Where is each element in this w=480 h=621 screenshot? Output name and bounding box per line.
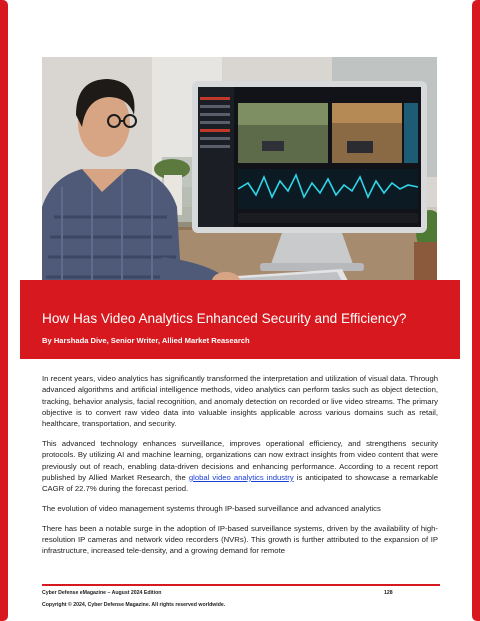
title-banner (20, 280, 460, 359)
footer-copyright: Copyright © 2024, Cyber Defense Magazine. All rights reserved worldwide. (42, 602, 226, 608)
paragraph-3: The evolution of video management systems through IP-based surveillance and advanced analytics (42, 503, 381, 513)
paragraph-1: In recent years, video analytics has significantly transformed the interpretation and utilization of visual data. Through advanced algorithms and artificial intelligence methods, video analytics can perform tasks such as object detection, tracking, behavior analysis, facial recognition, and anomaly detection on recorded or live video streams. The primary objective is to convert raw video data into valuable insights applicable across various domains such as retail, healthcare, transportation, and security. (42, 374, 438, 429)
article-byline: By Harshada Dive, Senior Writer, Allied Market Reasearch (42, 336, 250, 345)
paragraph-2 (42, 438, 438, 494)
global-video-analytics-link[interactable]: global video analytics industry (188, 472, 294, 482)
article-body (42, 373, 438, 565)
paragraph-4: There has been a notable surge in the adoption of IP-based surveillance systems, driven by the availability of high-resolution IP cameras and network video recorders (NVRs). This growth is further attributed to the expansion of IP infrastructure, increased tele-density, and a growing demand for remote (42, 523, 438, 556)
hero-photo (42, 57, 437, 295)
article-title: How Has Video Analytics Enhanced Security and Efficiency? (42, 311, 407, 326)
footer-page-number: 128 (384, 590, 393, 596)
right-edge-accent (472, 0, 480, 621)
left-edge-accent (0, 0, 8, 621)
footer-divider (42, 584, 440, 586)
footer-edition: Cyber Defense eMagazine – August 2024 Edition (42, 590, 162, 596)
paragraph-2-text-b: is anticipated to showcase a remarkable CAGR of 22.7% during the forecast period. (42, 472, 438, 494)
paragraph-2-text-a: This advanced technology enhances surveillance, improves operational efficiency, and strengthens security protocols. By utilizing AI and machine learning, organizations can now extract insights from video content that were previously out of reach, enabling data-driven decisions and enhancing performance. According to a recent report published by Allied Market Research, the (42, 438, 438, 482)
